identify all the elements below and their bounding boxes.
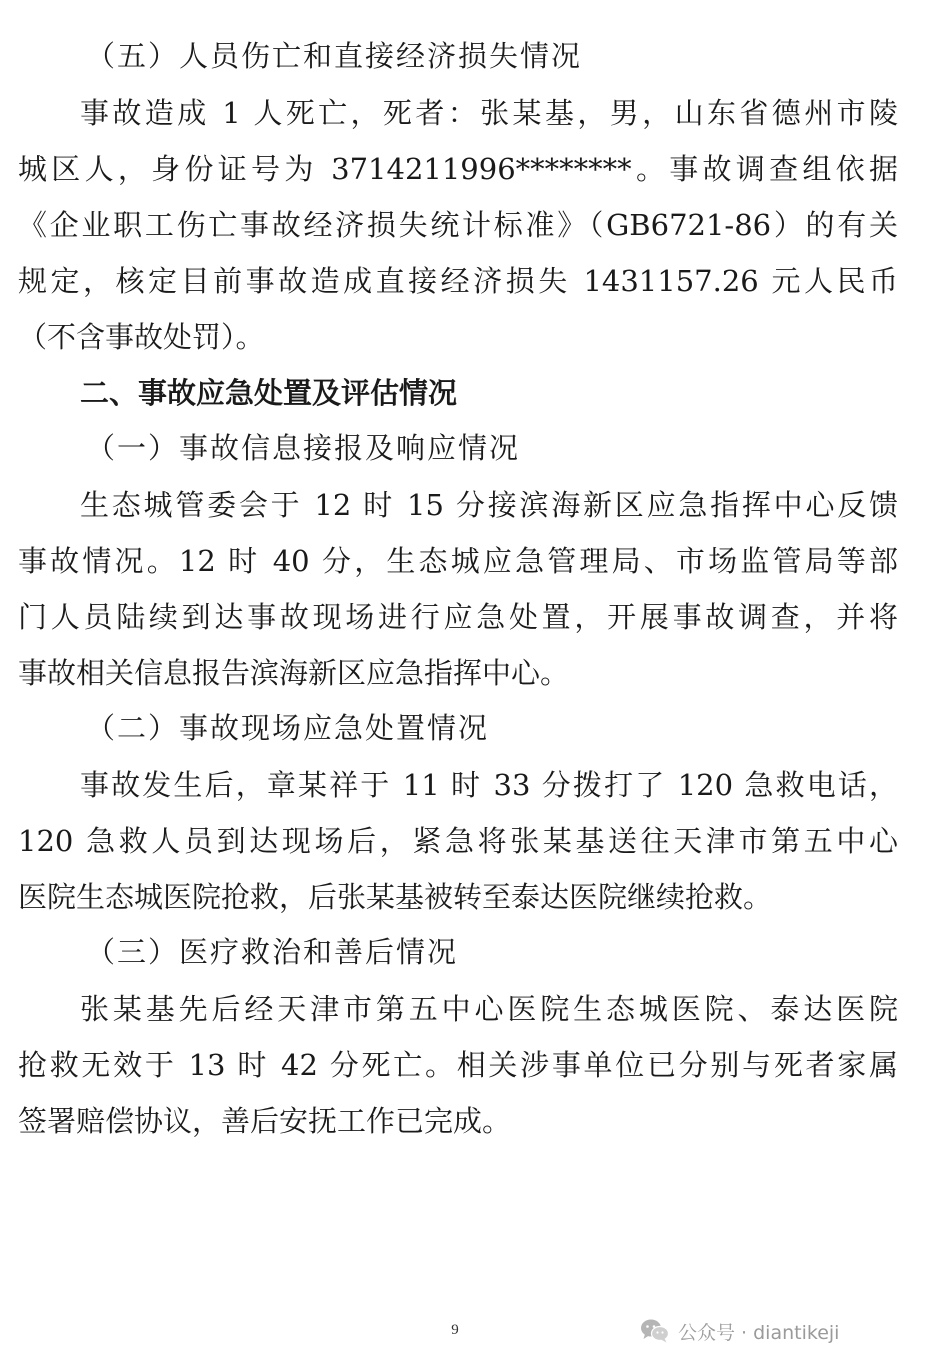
paragraph-line: 规定，核定目前事故造成直接经济损失 1431157.26 元人民币: [18, 264, 898, 298]
paragraph-line: 事故造成 1 人死亡，死者：张某基，男，山东省德州市陵: [80, 96, 898, 130]
paragraph-line: 生态城管委会于 12 时 15 分接滨海新区应急指挥中心反馈: [80, 488, 898, 522]
paragraph-line: 张某基先后经天津市第五中心医院生态城医院、泰达医院: [80, 992, 898, 1026]
watermark-text: 公众号 · diantikeji: [678, 1321, 840, 1344]
subheading-casualties-losses: （五）人员伤亡和直接经济损失情况: [86, 39, 583, 73]
paragraph-line: （不含事故处罚）。: [18, 320, 265, 354]
paragraph-line: 签署赔偿协议，善后安抚工作已完成。: [18, 1104, 512, 1138]
subheading-reporting-response: （一）事故信息接报及响应情况: [86, 431, 521, 465]
paragraph-line: 城区人，身份证号为 3714211996********。事故调查组依据: [18, 152, 898, 186]
paragraph-line: 事故相关信息报告滨海新区应急指挥中心。: [18, 656, 570, 690]
paragraph-line: 120 急救人员到达现场后，紧急将张某基送往天津市第五中心: [18, 824, 898, 858]
subheading-onsite-handling: （二）事故现场应急处置情况: [86, 711, 490, 745]
paragraph-line: 门人员陆续到达事故现场进行应急处置，开展事故调查，并将: [18, 600, 898, 634]
page-number: 9: [451, 1322, 459, 1338]
watermark: [640, 1316, 839, 1346]
paragraph-line: 医院生态城医院抢救，后张某基被转至泰达医院继续抢救。: [18, 880, 773, 914]
wechat-icon: [640, 1318, 670, 1344]
paragraph-line: 《企业职工伤亡事故经济损失统计标准》（GB6721-86）的有关: [18, 208, 898, 242]
paragraph-line: 事故发生后，章某祥于 11 时 33 分拨打了 120 急救电话，: [80, 768, 898, 802]
paragraph-line: 抢救无效于 13 时 42 分死亡。相关涉事单位已分别与死者家属: [18, 1048, 898, 1082]
subheading-medical-aftermath: （三）医疗救治和善后情况: [86, 935, 459, 969]
section-heading-emergency-response: 二、事故应急处置及评估情况: [80, 376, 458, 410]
paragraph-line: 事故情况。12 时 40 分，生态城应急管理局、市场监管局等部: [18, 544, 898, 578]
